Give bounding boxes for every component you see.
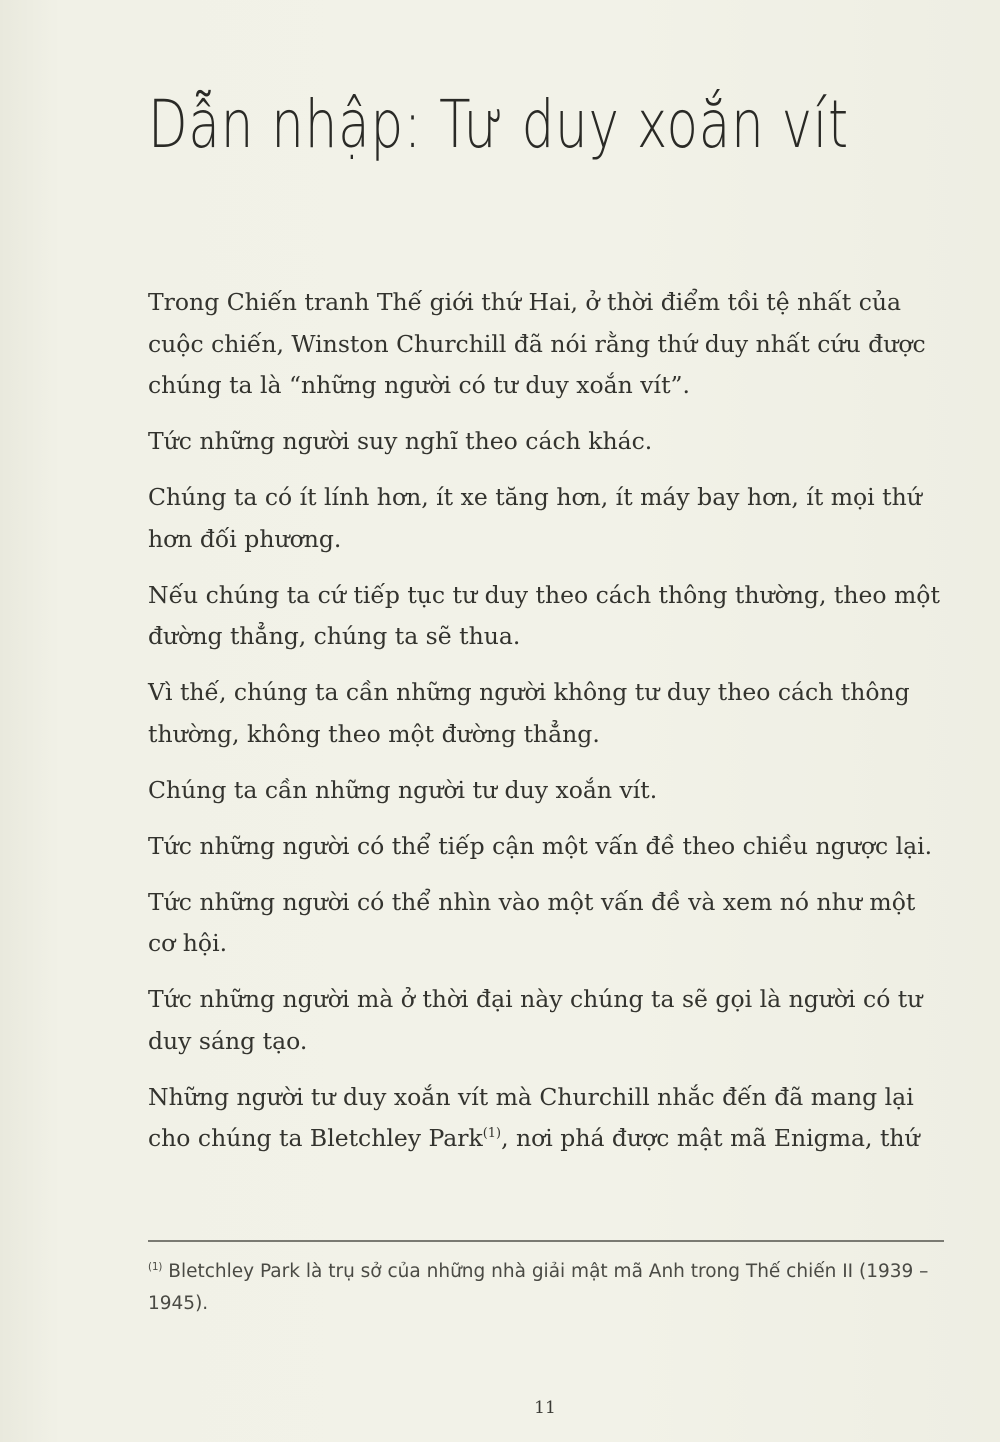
chapter-title: Dẫn nhập: Tư duy xoắn vít: [148, 86, 849, 163]
paragraph: Chúng ta có ít lính hơn, ít xe tăng hơn, ít máy bay hơn, ít mọi thứ hơn đối phương.: [148, 483, 922, 553]
footnote-divider: [148, 1240, 944, 1242]
footnote-reference[interactable]: (1): [482, 1125, 502, 1141]
footnote: [148, 1256, 938, 1320]
paragraph: Tức những người mà ở thời đại này chúng ta sẽ gọi là người có tư duy sáng tạo.: [148, 985, 923, 1055]
paragraph-last: [148, 1077, 948, 1160]
footnote-mark: (1): [148, 1261, 163, 1273]
paragraph: Trong Chiến tranh Thế giới thứ Hai, ở thời điểm tồi tệ nhất của cuộc chiến, Winston Churchill đã nói rằng thứ duy nhất cứu được chúng ta là “những người có tư duy xoắn vít”.: [148, 288, 926, 399]
footnote-text: Bletchley Park là trụ sở của những nhà giải mật mã Anh trong Thế chiến II (1939 – 1945).: [148, 1261, 929, 1314]
paragraph: Vì thế, chúng ta cần những người không tư duy theo cách thông thường, không theo một đường thẳng.: [148, 678, 910, 748]
paragraph: Tức những người có thể nhìn vào một vấn đề và xem nó như một cơ hội.: [148, 887, 916, 957]
body-text: [148, 282, 948, 1174]
paragraph-last-text: Những người tư duy xoắn vít mà Churchill nhắc đến đã mang lại cho chúng ta Bletchley Park: [148, 1082, 914, 1152]
paragraph: Chúng ta cần những người tư duy xoắn vít.: [148, 775, 658, 804]
paragraph-last-continuation: , nơi phá được mật mã Enigma, thứ: [501, 1124, 920, 1152]
page-number: 11: [534, 1398, 556, 1418]
paragraph: Nếu chúng ta cứ tiếp tục tư duy theo cách thông thường, theo một đường thẳng, chúng ta sẽ thua.: [148, 580, 940, 650]
paragraph: Tức những người có thể tiếp cận một vấn đề theo chiều ngược lại.: [148, 831, 933, 860]
paragraph: Tức những người suy nghĩ theo cách khác.: [148, 427, 653, 455]
